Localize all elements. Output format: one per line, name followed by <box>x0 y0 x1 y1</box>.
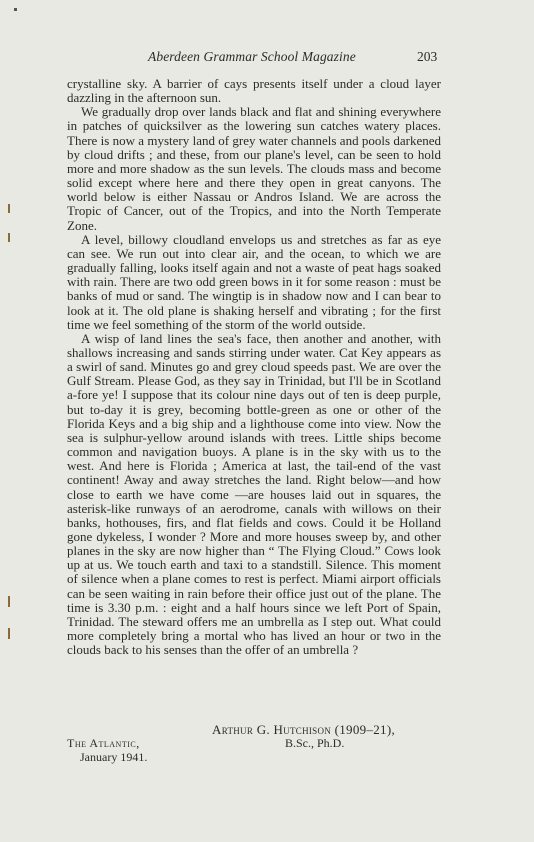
running-title: Aberdeen Grammar School Magazine <box>148 49 356 64</box>
page-number: 203 <box>417 49 438 64</box>
paragraph-4: A wisp of land lines the sea's face, then another and another, with shallows increasing and sands stirring under water. Cat Key appears as a swirl of sand. Minutes go and grey cloud speeds past. We are over the Gulf Stream. Please God, as they say in Trinidad, but I'll be in Scotland a-fore ye! I suppose that its colour nine days out of ten is deep purple, but to-day it is grey, becoming bottle-green as one or other of the Florida Keys and a big ship and a lighthouse come into view. Now the sea is sulphur-yellow around islands with trees. Little ships become common and navigation buoys. A plane is in the sky with us to the west. And here is Florida ; America at last, the tail-end of the vast continent! Away and away stretches the land. Right below—and how close to earth we have come —are houses laid out in squares, the asterisk-like runways of an aerodrome, canals with willows on their banks, hothouses, firs, and flat fields and cows. Could it be Holland gone dykeless, I wonder ? More and more houses sweep by, and other planes in the sky are now higher than “ The Flying Cloud.” Cows look up at us. We touch earth and taxi to a standstill. Silence. This moment of silence when a plane comes to rest is perfect. Miami airport officials can be seen waiting in rain before their office just out of the plane. The time is 3.30 p.m. : eight and a half hours since we left Port of Spain, Trinidad. The steward offers me an umbrella as I step out. What could more completely bring a mortal who has lived an hour or two in the clouds back to his senses than the offer of an umbrella ? <box>67 330 441 658</box>
source-date: January 1941. <box>80 750 148 764</box>
paragraph-1: crystalline sky. A barrier of cays presents itself under a cloud layer dazzling in the afternoon sun. <box>67 76 441 106</box>
paragraph-3: A level, billowy cloudland envelops us and stretches as far as eye can see. We run out into clear air, and the ocean, to which we are gradually falling, looks itself again and not a waste of peat hags soaked with rain. There are two odd green bows in it for some reason : must be banks of mud or sand. The wingtip is in shadow now and I can bear to look at it. The old plane is shaking herself and vibrating ; for the first time we feel something of the storm of the world outside. <box>67 231 441 332</box>
article-body <box>67 77 441 657</box>
author-name: Arthur G. Hutchison (1909–21), <box>212 722 396 737</box>
binding-mark <box>8 204 10 213</box>
binding-mark <box>8 233 10 242</box>
source-publication: The Atlantic, <box>67 736 140 750</box>
binding-mark <box>8 596 10 607</box>
author-degrees: B.Sc., Ph.D. <box>285 736 345 750</box>
binding-mark <box>14 8 17 11</box>
paragraph-2: We gradually drop over lands black and flat and shining everywhere in patches of quicksilver as the lowering sun catches watery places. There is now a mystery land of grey water channels and pools darkened by cloud drifts ; and these, from our plane's level, can be seen to hold more and more shadow as the sun levels. The clouds mass and become solid except where here and there they open in great canyons. The world below is either Nassau or Andros Island. We are across the Tropic of Cancer, out of the Tropics, and into the North Temperate Zone. <box>67 104 441 233</box>
binding-mark <box>8 628 10 639</box>
